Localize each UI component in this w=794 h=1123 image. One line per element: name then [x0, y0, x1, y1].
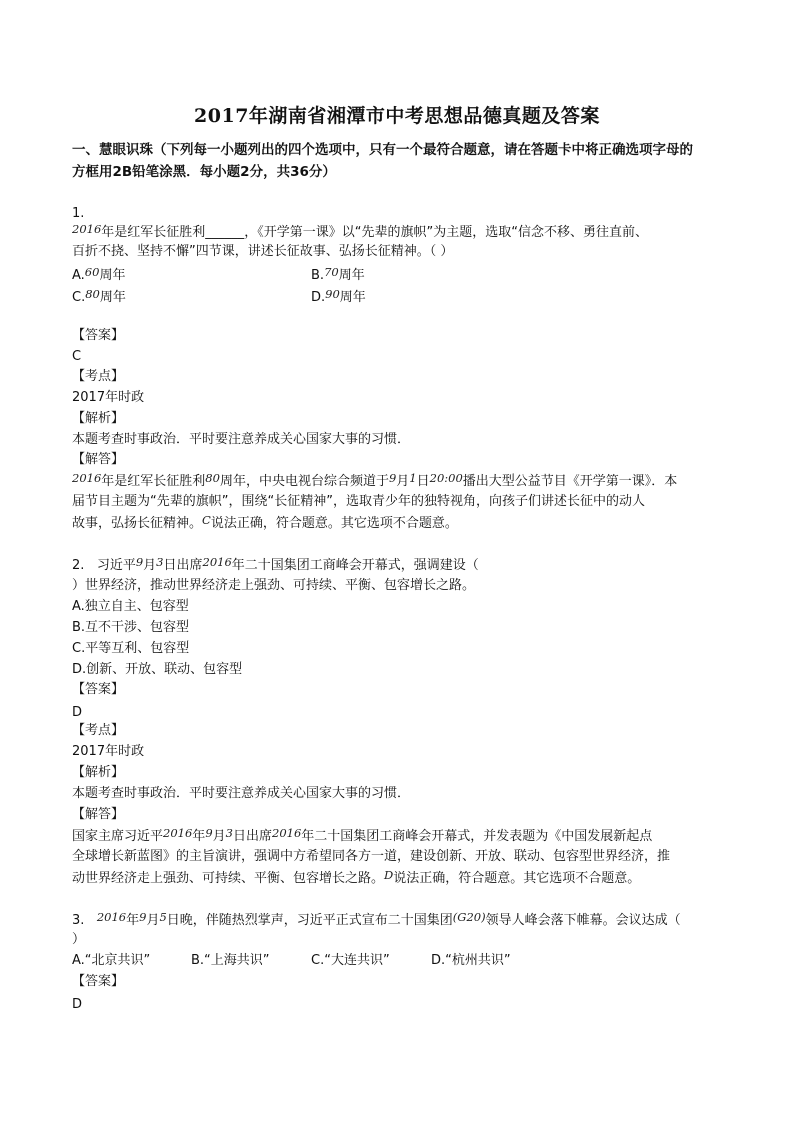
q2-option-c: C.平等互利、包容型 — [72, 641, 190, 656]
q2-jiexi-text: 本题考查时事政治．平时要注意养成关心国家大事的习惯． — [72, 786, 411, 801]
q2-jieda-label: 【解答】 — [72, 807, 125, 822]
q2-stem-line-1: 2. 习近平9月3日出席2016年二十国集团工商峰会开幕式，强调建设（ — [72, 555, 479, 573]
q2-answer-label: 【答案】 — [72, 682, 125, 697]
page-title: 2017年湖南省湘潭市中考思想品德真题及答案 — [194, 105, 600, 127]
q2-answer-value: D — [72, 705, 83, 720]
section-heading — [72, 139, 732, 183]
q2-kaodian-text: 2017年时政 — [72, 744, 145, 759]
q3-option-b: B.“上海共识” — [191, 953, 270, 968]
q1-option-d: D.90周年 — [311, 287, 366, 305]
q1-jieda-label: 【解答】 — [72, 452, 125, 467]
q1-option-b: B.70周年 — [311, 265, 365, 283]
q1-option-a: A.60周年 — [72, 265, 126, 283]
q1-jieda-line-1: 2016年是红军长征胜利80周年，中央电视台综合频道于9月1日20:00播出大型公益节目《开学第一课》．本 — [72, 471, 678, 489]
q2-jieda-line-3: 动世界经济走上强劲、可持续、平衡、包容增长之路。D说法正确，符合题意。其它选项不合题意。 — [72, 868, 641, 886]
q1-number: 1. — [72, 206, 85, 221]
q1-stem-line-1 — [72, 223, 648, 242]
q1-stem-line-2: 百折不挠、坚持不懈”四节课，讲述长征故事、弘扬长征精神。（ ） — [72, 244, 454, 259]
q1-kaodian-text: 2017年时政 — [72, 390, 145, 405]
q2-option-d: D.创新、开放、联动、包容型 — [72, 662, 243, 677]
q2-jieda-line-2: 全球增长新蓝图》的主旨演讲，强调中方希望同各方一道，建设创新、开放、联动、包容型世界经济，推 — [72, 849, 671, 864]
q3-stem-line-1: 3. 2016年9月5日晚，伴随热烈掌声，习近平正式宣布二十国集团(G20)领导人峰会落下帷幕。会议达成（ — [72, 910, 681, 928]
q1-answer-value: C — [72, 349, 82, 364]
q2-kaodian-label: 【考点】 — [72, 723, 125, 738]
q3-answer-label: 【答案】 — [72, 974, 125, 989]
q1-answer-label: 【答案】 — [72, 328, 125, 343]
q2-option-b: B.互不干涉、包容型 — [72, 620, 190, 635]
q3-answer-value: D — [72, 997, 83, 1012]
q2-jieda-line-1: 国家主席习近平2016年9月3日出席2016年二十国集团工商峰会开幕式，并发表题为《中国发展新起点 — [72, 826, 653, 844]
q2-stem-line-2: ）世界经济，推动世界经济走上强劲、可持续、平衡、包容增长之路。 — [72, 578, 476, 593]
q1-jiexi-label: 【解析】 — [72, 411, 125, 426]
q1-jiexi-text: 本题考查时事政治．平时要注意养成关心国家大事的习惯． — [72, 432, 411, 447]
q1-stem-text: 年是红军长征胜利______，《开学第一课》以“先辈的旗帜”为主题，选取“信念不移、勇往直前、 — [101, 225, 648, 240]
q1-jieda-line-3: 故事，弘扬长征精神。C说法正确，符合题意。其它选项不合题意。 — [72, 513, 458, 531]
q3-option-c: C.“大连共识” — [311, 953, 390, 968]
q3-option-a: A.“北京共识” — [72, 953, 151, 968]
q1-jieda-line-2: 届节目主题为“先辈的旗帜”，围绕“长征精神”，选取青少年的独特视角，向孩子们讲述长征中的动人 — [72, 494, 645, 509]
section-heading-line-2: 方框用2B铅笔涂黑．每小题2分，共36分） — [72, 164, 336, 180]
q1-kaodian-label: 【考点】 — [72, 369, 125, 384]
q1-year: 2016 — [72, 222, 102, 236]
q2-jiexi-label: 【解析】 — [72, 765, 125, 780]
q2-option-a: A.独立自主、包容型 — [72, 599, 189, 614]
q3-stem-line-2: ） — [72, 932, 86, 947]
q1-option-c: C.80周年 — [72, 287, 126, 305]
section-heading-line-1: 一、慧眼识珠（下列每一小题列出的四个选项中，只有一个最符合题意，请在答题卡中将正确选项字母的 — [72, 142, 693, 158]
q3-option-d: D.“杭州共识” — [431, 953, 511, 968]
